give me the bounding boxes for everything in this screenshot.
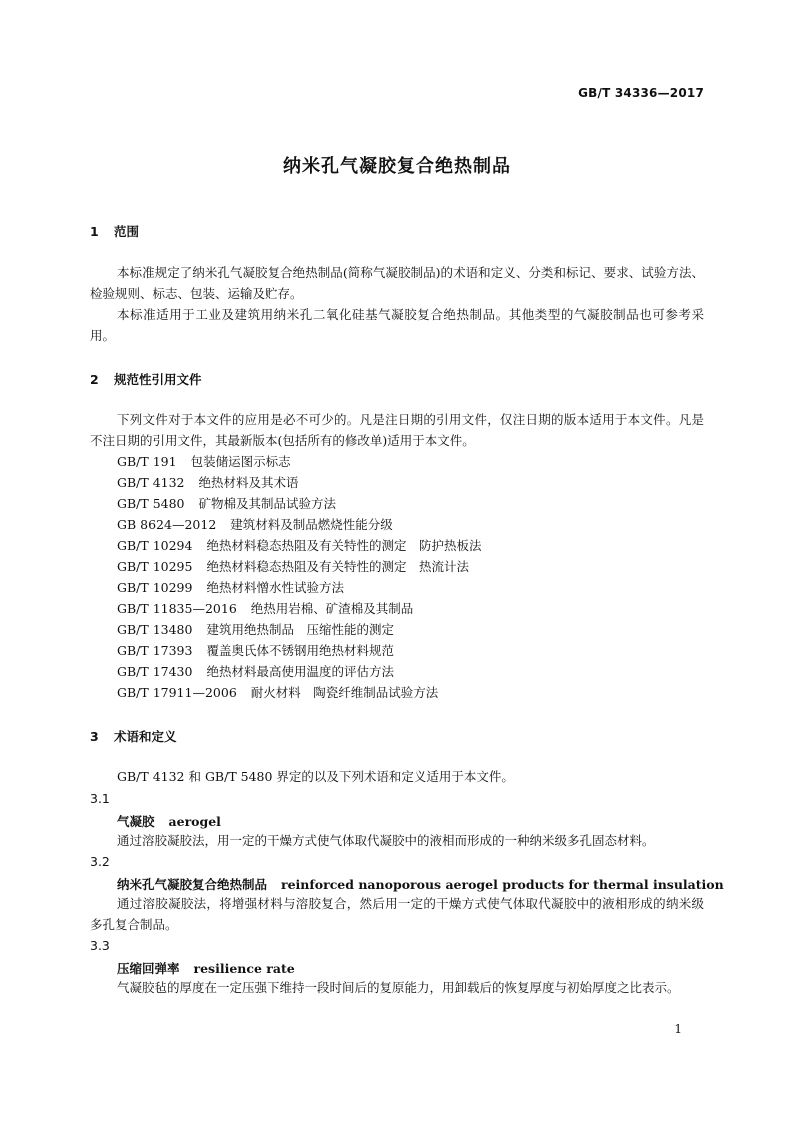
reference-code: GB/T 11835—2016 bbox=[117, 601, 237, 616]
section-3-heading bbox=[90, 727, 177, 745]
reference-code: GB 8624—2012 bbox=[117, 517, 217, 532]
term-number: 3.2 bbox=[90, 854, 110, 869]
reference-item bbox=[117, 535, 481, 556]
term-name bbox=[117, 812, 221, 830]
term-name-en: resilience rate bbox=[193, 961, 295, 976]
reference-item bbox=[117, 556, 469, 577]
reference-title: 建筑用绝热制品 压缩性能的测定 bbox=[206, 622, 394, 637]
section-title: 规范性引用文件 bbox=[114, 372, 202, 387]
reference-item bbox=[117, 619, 394, 640]
reference-title: 矿物棉及其制品试验方法 bbox=[198, 496, 337, 511]
term-number: 3.1 bbox=[90, 791, 110, 806]
reference-title: 包装储运图示标志 bbox=[190, 454, 291, 469]
reference-item bbox=[117, 598, 413, 619]
section-1-heading bbox=[90, 222, 139, 240]
reference-item bbox=[117, 682, 438, 703]
reference-item bbox=[117, 451, 291, 472]
reference-title: 绝热材料稳态热阻及有关特性的测定 热流计法 bbox=[206, 559, 469, 574]
document-title: 纳米孔气凝胶复合绝热制品 bbox=[283, 156, 511, 177]
section-2-paragraph-1: 下列文件对于本文件的应用是必不可少的。凡是注日期的引用文件，仅注日期的版本适用于本文件。凡是不注日期的引用文件，其最新版本(包括所有的修改单)适用于本文件。 bbox=[90, 412, 704, 448]
section-2-heading bbox=[90, 370, 202, 388]
section-title: 术语和定义 bbox=[114, 729, 177, 744]
standard-code: GB/T 34336—2017 bbox=[578, 86, 704, 100]
reference-code: GB/T 10299 bbox=[117, 580, 193, 595]
reference-title: 绝热材料及其术语 bbox=[198, 475, 299, 490]
section-3-paragraph-1: GB/T 4132 和 GB/T 5480 界定的以及下列术语和定义适用于本文件。 bbox=[117, 769, 514, 784]
reference-code: GB/T 10294 bbox=[117, 538, 193, 553]
term-name-zh: 压缩回弹率 bbox=[117, 961, 180, 976]
reference-code: GB/T 10295 bbox=[117, 559, 193, 574]
reference-title: 绝热用岩棉、矿渣棉及其制品 bbox=[250, 601, 414, 616]
term-definition: 气凝胶毡的厚度在一定压强下维持一段时间后的复原能力，用卸载后的恢复厚度与初始厚度之比表示。 bbox=[117, 980, 680, 995]
reference-item bbox=[117, 493, 336, 514]
page-number: 1 bbox=[674, 1022, 682, 1036]
term-number: 3.3 bbox=[90, 938, 110, 953]
reference-item bbox=[117, 472, 299, 493]
reference-title: 耐火材料 陶瓷纤维制品试验方法 bbox=[250, 685, 439, 700]
reference-item bbox=[117, 514, 393, 535]
term-name bbox=[117, 875, 724, 893]
reference-title: 建筑材料及制品燃烧性能分级 bbox=[230, 517, 393, 532]
section-number: 1 bbox=[90, 224, 99, 239]
reference-item bbox=[117, 577, 344, 598]
reference-item bbox=[117, 640, 394, 661]
term-definition: 通过溶胶凝胶法，将增强材料与溶胶复合，然后用一定的干燥方式使气体取代凝胶中的液相形成的纳米级多孔复合制品。 bbox=[90, 896, 704, 932]
term-definition: 通过溶胶凝胶法，用一定的干燥方式使气体取代凝胶中的液相而形成的一种纳米级多孔固态材料。 bbox=[117, 833, 655, 848]
reference-title: 绝热材料稳态热阻及有关特性的测定 防护热板法 bbox=[206, 538, 482, 553]
term-name-en: reinforced nanoporous aerogel products for thermal insulation bbox=[281, 877, 724, 892]
reference-code: GB/T 5480 bbox=[117, 496, 185, 511]
reference-code: GB/T 4132 bbox=[117, 475, 185, 490]
reference-code: GB/T 191 bbox=[117, 454, 177, 469]
reference-title: 绝热材料憎水性试验方法 bbox=[206, 580, 344, 595]
term-name bbox=[117, 959, 295, 977]
term-name-zh: 纳米孔气凝胶复合绝热制品 bbox=[117, 877, 268, 892]
reference-code: GB/T 17911—2006 bbox=[117, 685, 237, 700]
reference-code: GB/T 17393 bbox=[117, 643, 193, 658]
reference-title: 绝热材料最高使用温度的评估方法 bbox=[206, 664, 394, 679]
section-1-paragraph-2: 本标准适用于工业及建筑用纳米孔二氧化硅基气凝胶复合绝热制品。其他类型的气凝胶制品也可参考采用。 bbox=[90, 307, 704, 343]
section-number: 3 bbox=[90, 729, 99, 744]
section-1-paragraph-1: 本标准规定了纳米孔气凝胶复合绝热制品(简称气凝胶制品)的术语和定义、分类和标记、要求、试验方法、检验规则、标志、包装、运输及贮存。 bbox=[90, 265, 704, 301]
term-name-zh: 气凝胶 bbox=[117, 814, 155, 829]
reference-code: GB/T 17430 bbox=[117, 664, 193, 679]
reference-item bbox=[117, 661, 394, 682]
section-title: 范围 bbox=[114, 224, 140, 239]
section-number: 2 bbox=[90, 372, 99, 387]
reference-title: 覆盖奥氏体不锈钢用绝热材料规范 bbox=[206, 643, 394, 658]
term-name-en: aerogel bbox=[168, 814, 221, 829]
reference-code: GB/T 13480 bbox=[117, 622, 193, 637]
